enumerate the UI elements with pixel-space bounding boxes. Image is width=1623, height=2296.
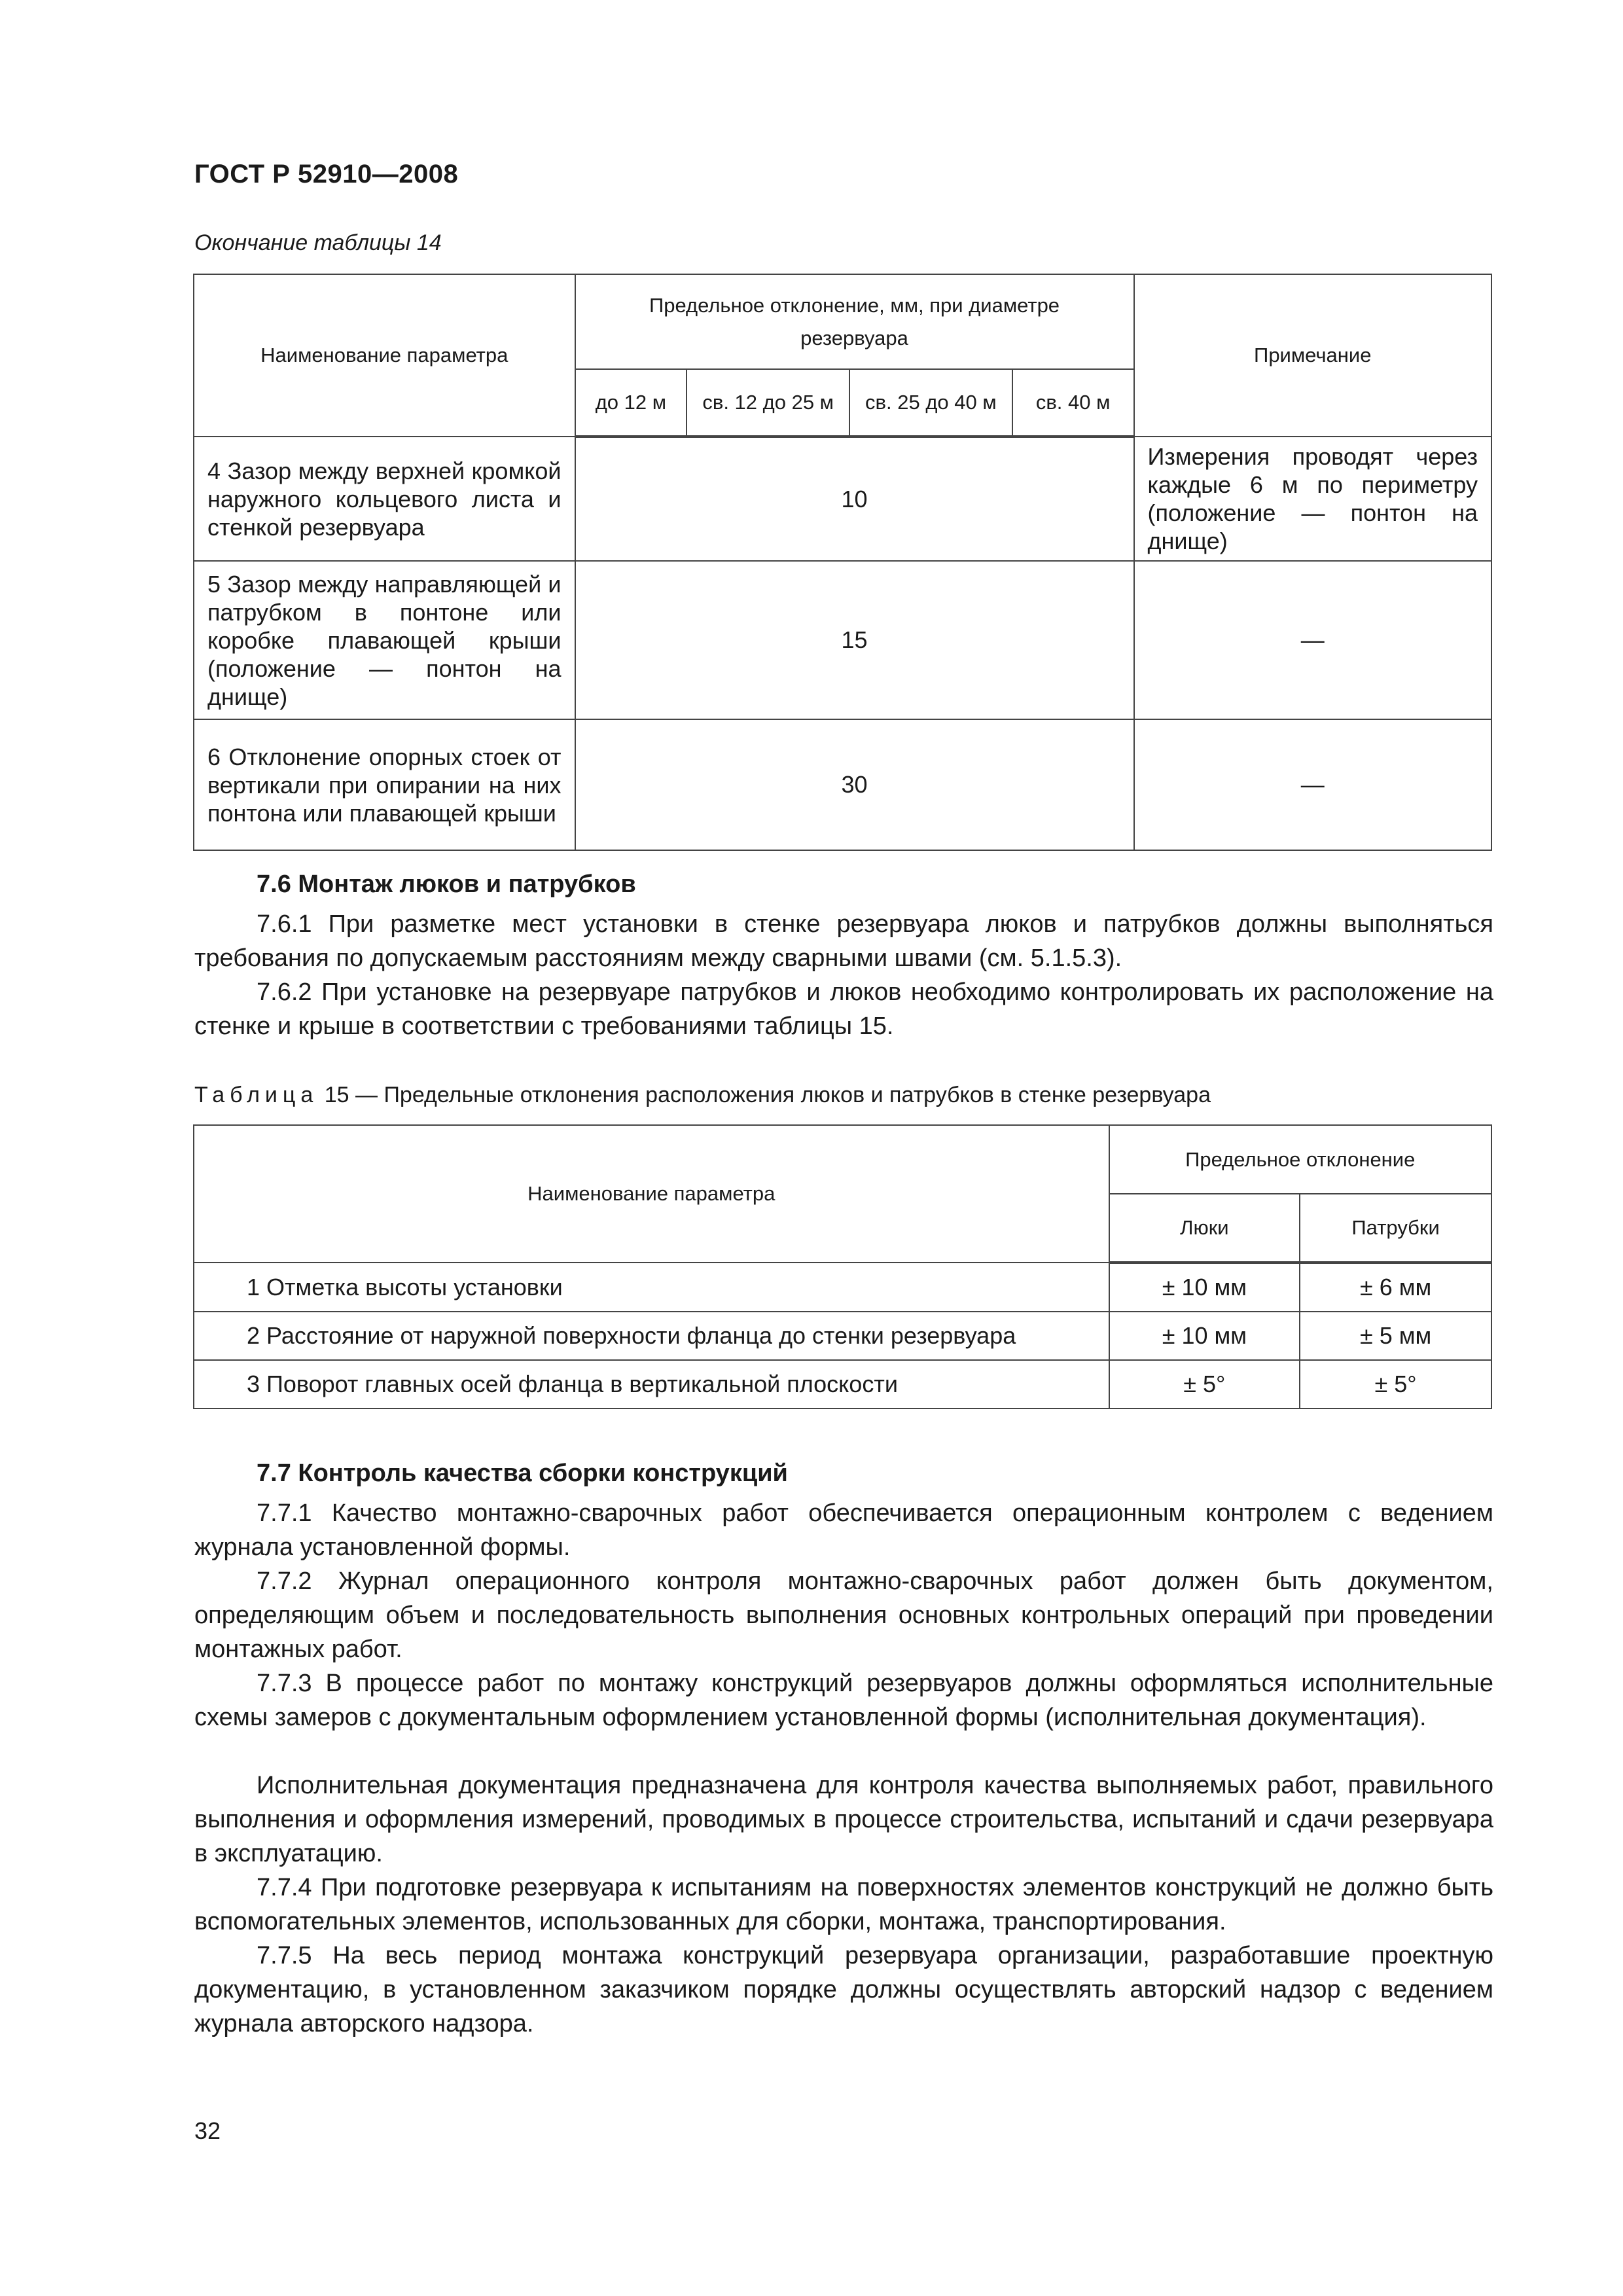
- table-row: [194, 719, 1491, 850]
- table-15: [193, 1124, 1492, 1409]
- table14-subheader: св. 40 м: [1012, 369, 1134, 437]
- table14-param: 4 Зазор между верхней кромкой наружного кольцевого листа и стенкой резервуара: [194, 437, 575, 561]
- table-row: [194, 1263, 1491, 1312]
- table14-param: 5 Зазор между направляющей и патрубком в понтоне или коробке плавающей крыши (положение — понтон на днище): [194, 561, 575, 719]
- section-heading-7-7: 7.7 Контроль качества сборки конструкций: [257, 1460, 788, 1487]
- table15-header-nozzles: Патрубки: [1300, 1194, 1491, 1263]
- table14-value: 15: [575, 561, 1134, 719]
- table14-note: —: [1134, 561, 1491, 719]
- table14-header-deviation: Предельное отклонение, мм, при диаметре резервуара: [575, 274, 1134, 369]
- paragraph-7-7-1: 7.7.1 Качество монтажно-сварочных работ обеспечивается операционным контролем с ведением журнала установленной формы.: [194, 1499, 1493, 1561]
- document-header: ГОСТ Р 52910—2008: [194, 160, 459, 188]
- table14-param: 6 Отклонение опорных стоек от вертикали при опирании на них понтона или плавающей крыши: [194, 719, 575, 850]
- table15-param: 1 Отметка высоты установки: [194, 1263, 1109, 1312]
- table15-caption-text: 15 — Предельные отклонения расположения люков и патрубков в стенке резервуара: [324, 1083, 1211, 1107]
- table14-subheader: до 12 м: [575, 369, 687, 437]
- paragraph-7-6-1: 7.6.1 При разметке мест установки в стенке резервуара люков и патрубков должны выполняться требования по допускаемым расстояниям между сварными швами (см. 5.1.5.3).: [194, 910, 1493, 972]
- paragraph-7-7-2: 7.7.2 Журнал операционного контроля монтажно-сварочных работ должен быть документом, определяющим объем и последовательность выполнения основных контрольных операций при проведении монтажных работ.: [194, 1568, 1493, 1663]
- paragraph-7-7-4: 7.7.4 При подготовке резервуара к испытаниям на поверхностях элементов конструкций не должно быть вспомогательных элементов, использованных для сборки, монтажа, транспортирования.: [194, 1874, 1493, 1935]
- table15-header-param: Наименование параметра: [194, 1125, 1109, 1263]
- table14-header-param: Наименование параметра: [194, 274, 575, 437]
- paragraph-7-6-2: 7.6.2 При установке на резервуаре патрубков и люков необходимо контролировать их расположение на стенке и крыше в соответствии с требованиями таблицы 15.: [194, 978, 1493, 1040]
- table15-hatches-value: ± 10 мм: [1109, 1312, 1300, 1360]
- table15-param: 3 Поворот главных осей фланца в вертикальной плоскости: [194, 1360, 1109, 1408]
- table15-nozzles-value: ± 5°: [1300, 1360, 1491, 1408]
- paragraph-7-7-3-cont: Исполнительная документация предназначена для контроля качества выполняемых работ, правильного выполнения и оформления измерений, проводимых в процессе строительства, испытаний и сдачи резервуара в эксплуатацию.: [194, 1772, 1493, 1867]
- paragraph-7-7-5: 7.7.5 На весь период монтажа конструкций резервуара организации, разработавшие проектную документацию, в установленном заказчиком порядке должны осуществлять авторский надзор с ведением журнала авторского надзора.: [194, 1942, 1493, 2037]
- table15-header-deviation: Предельное отклонение: [1109, 1125, 1492, 1194]
- page-number: 32: [194, 2117, 221, 2144]
- table14-subheader: св. 25 до 40 м: [849, 369, 1012, 437]
- table-row: [194, 1360, 1491, 1408]
- paragraph-7-7-3: 7.7.3 В процессе работ по монтажу конструкций резервуаров должны оформляться исполнительные схемы замеров с документальным оформлением установленной формы (исполнительная документация).: [194, 1670, 1493, 1731]
- table-row: [194, 561, 1491, 719]
- table15-hatches-value: ± 10 мм: [1109, 1263, 1300, 1312]
- table14-continuation-caption: Окончание таблицы 14: [194, 230, 442, 255]
- table-row: [194, 1312, 1491, 1360]
- table-row: [194, 437, 1491, 561]
- table15-header-hatches: Люки: [1109, 1194, 1300, 1263]
- table15-nozzles-value: ± 5 мм: [1300, 1312, 1491, 1360]
- table15-nozzles-value: ± 6 мм: [1300, 1263, 1491, 1312]
- table15-caption: [194, 1083, 1211, 1108]
- table14-note: Измерения проводят через каждые 6 м по периметру (положение — понтон на днище): [1134, 437, 1491, 561]
- table14-note: —: [1134, 719, 1491, 850]
- table15-param: 2 Расстояние от наружной поверхности фланца до стенки резервуара: [194, 1312, 1109, 1360]
- section-heading-7-6: 7.6 Монтаж люков и патрубков: [257, 870, 636, 898]
- table14-value: 30: [575, 719, 1134, 850]
- table14-subheader: св. 12 до 25 м: [687, 369, 849, 437]
- table14-value: 10: [575, 437, 1134, 561]
- table15-caption-label: Таблица: [194, 1083, 319, 1107]
- table-14: [193, 274, 1492, 851]
- table15-hatches-value: ± 5°: [1109, 1360, 1300, 1408]
- table14-header-note: Примечание: [1134, 274, 1491, 437]
